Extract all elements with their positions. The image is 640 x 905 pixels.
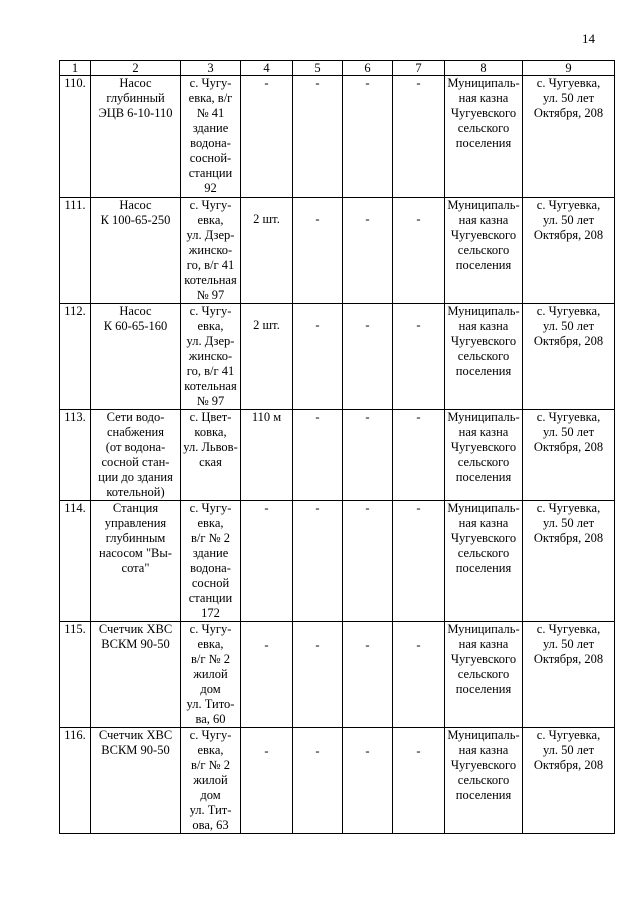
item-owner: Муниципаль- ная казна Чугуевского сельского поселения [445, 501, 523, 622]
table-row [60, 198, 615, 304]
item-owner: Муниципаль- ная казна Чугуевского сельского поселения [445, 728, 523, 834]
item-owner-address: с. Чугуевка, ул. 50 лет Октября, 208 [523, 622, 615, 728]
item-name: Станция управления глубинным насосом "Вы- сота" [91, 501, 181, 622]
item-quantity: - [241, 622, 293, 728]
item-col6: - [343, 76, 393, 198]
item-name: Счетчик ХВС ВСКМ 90-50 [91, 622, 181, 728]
column-header-8: 8 [445, 61, 523, 76]
item-quantity: 110 м [241, 410, 293, 501]
row-number: 116. [60, 728, 91, 834]
table-row [60, 622, 615, 728]
item-col7: - [393, 76, 445, 198]
item-location: с. Цвет- ковка, ул. Львов- ская [181, 410, 241, 501]
item-quantity: 2 шт. [241, 198, 293, 304]
item-location: с. Чугу- евка, в/г № 2 жилой дом ул. Тито- ва, 60 [181, 622, 241, 728]
item-name: Насос К 60-65-160 [91, 304, 181, 410]
item-owner-address: с. Чугуевка, ул. 50 лет Октября, 208 [523, 198, 615, 304]
item-owner-address: с. Чугуевка, ул. 50 лет Октября, 208 [523, 501, 615, 622]
item-col5: - [293, 501, 343, 622]
item-location: с. Чугу- евка, в/г № 41 здание водона- сосной- станции 92 [181, 76, 241, 198]
item-col5: - [293, 728, 343, 834]
item-quantity: - [241, 501, 293, 622]
item-name: Насос К 100-65-250 [91, 198, 181, 304]
table-row [60, 728, 615, 834]
row-number: 111. [60, 198, 91, 304]
item-col6: - [343, 622, 393, 728]
column-header-7: 7 [393, 61, 445, 76]
item-col5: - [293, 198, 343, 304]
row-number: 115. [60, 622, 91, 728]
column-header-3: 3 [181, 61, 241, 76]
item-owner-address: с. Чугуевка, ул. 50 лет Октября, 208 [523, 728, 615, 834]
column-header-6: 6 [343, 61, 393, 76]
table-row [60, 410, 615, 501]
item-owner: Муниципаль- ная казна Чугуевского сельского поселения [445, 198, 523, 304]
item-col7: - [393, 304, 445, 410]
property-registry-table [59, 60, 615, 834]
row-number: 112. [60, 304, 91, 410]
item-col5: - [293, 622, 343, 728]
item-col7: - [393, 410, 445, 501]
item-owner: Муниципаль- ная казна Чугуевского сельского поселения [445, 76, 523, 198]
column-number-header-row [60, 61, 615, 76]
item-owner-address: с. Чугуевка, ул. 50 лет Октября, 208 [523, 304, 615, 410]
item-name: Сети водо- снабжения (от водона- сосной стан- ции до здания котельной) [91, 410, 181, 501]
item-col6: - [343, 410, 393, 501]
item-col7: - [393, 501, 445, 622]
column-header-1: 1 [60, 61, 91, 76]
item-col6: - [343, 304, 393, 410]
item-col7: - [393, 622, 445, 728]
table-row [60, 304, 615, 410]
item-name: Счетчик ХВС ВСКМ 90-50 [91, 728, 181, 834]
item-col6: - [343, 501, 393, 622]
item-col7: - [393, 728, 445, 834]
item-quantity: - [241, 728, 293, 834]
item-owner-address: с. Чугуевка, ул. 50 лет Октября, 208 [523, 410, 615, 501]
item-name: Насос глубинный ЭЦВ 6-10-110 [91, 76, 181, 198]
item-location: с. Чугу- евка, ул. Дзер- жинско- го, в/г 41 котельная № 97 [181, 304, 241, 410]
table-row [60, 501, 615, 622]
item-col5: - [293, 410, 343, 501]
item-col6: - [343, 728, 393, 834]
page-number: 14 [582, 31, 595, 46]
item-location: с. Чугу- евка, в/г № 2 жилой дом ул. Тит- ова, 63 [181, 728, 241, 834]
column-header-5: 5 [293, 61, 343, 76]
item-col7: - [393, 198, 445, 304]
item-col6: - [343, 198, 393, 304]
column-header-2: 2 [91, 61, 181, 76]
row-number: 110. [60, 76, 91, 198]
item-quantity: 2 шт. [241, 304, 293, 410]
item-owner: Муниципаль- ная казна Чугуевского сельского поселения [445, 410, 523, 501]
item-col5: - [293, 304, 343, 410]
row-number: 113. [60, 410, 91, 501]
item-col5: - [293, 76, 343, 198]
row-number: 114. [60, 501, 91, 622]
item-owner: Муниципаль- ная казна Чугуевского сельского поселения [445, 622, 523, 728]
item-quantity: - [241, 76, 293, 198]
table-row [60, 76, 615, 198]
item-location: с. Чугу- евка, в/г № 2 здание водона- сосной станции 172 [181, 501, 241, 622]
item-owner-address: с. Чугуевка, ул. 50 лет Октября, 208 [523, 76, 615, 198]
column-header-9: 9 [523, 61, 615, 76]
item-location: с. Чугу- евка, ул. Дзер- жинско- го, в/г 41 котельная № 97 [181, 198, 241, 304]
column-header-4: 4 [241, 61, 293, 76]
item-owner: Муниципаль- ная казна Чугуевского сельского поселения [445, 304, 523, 410]
